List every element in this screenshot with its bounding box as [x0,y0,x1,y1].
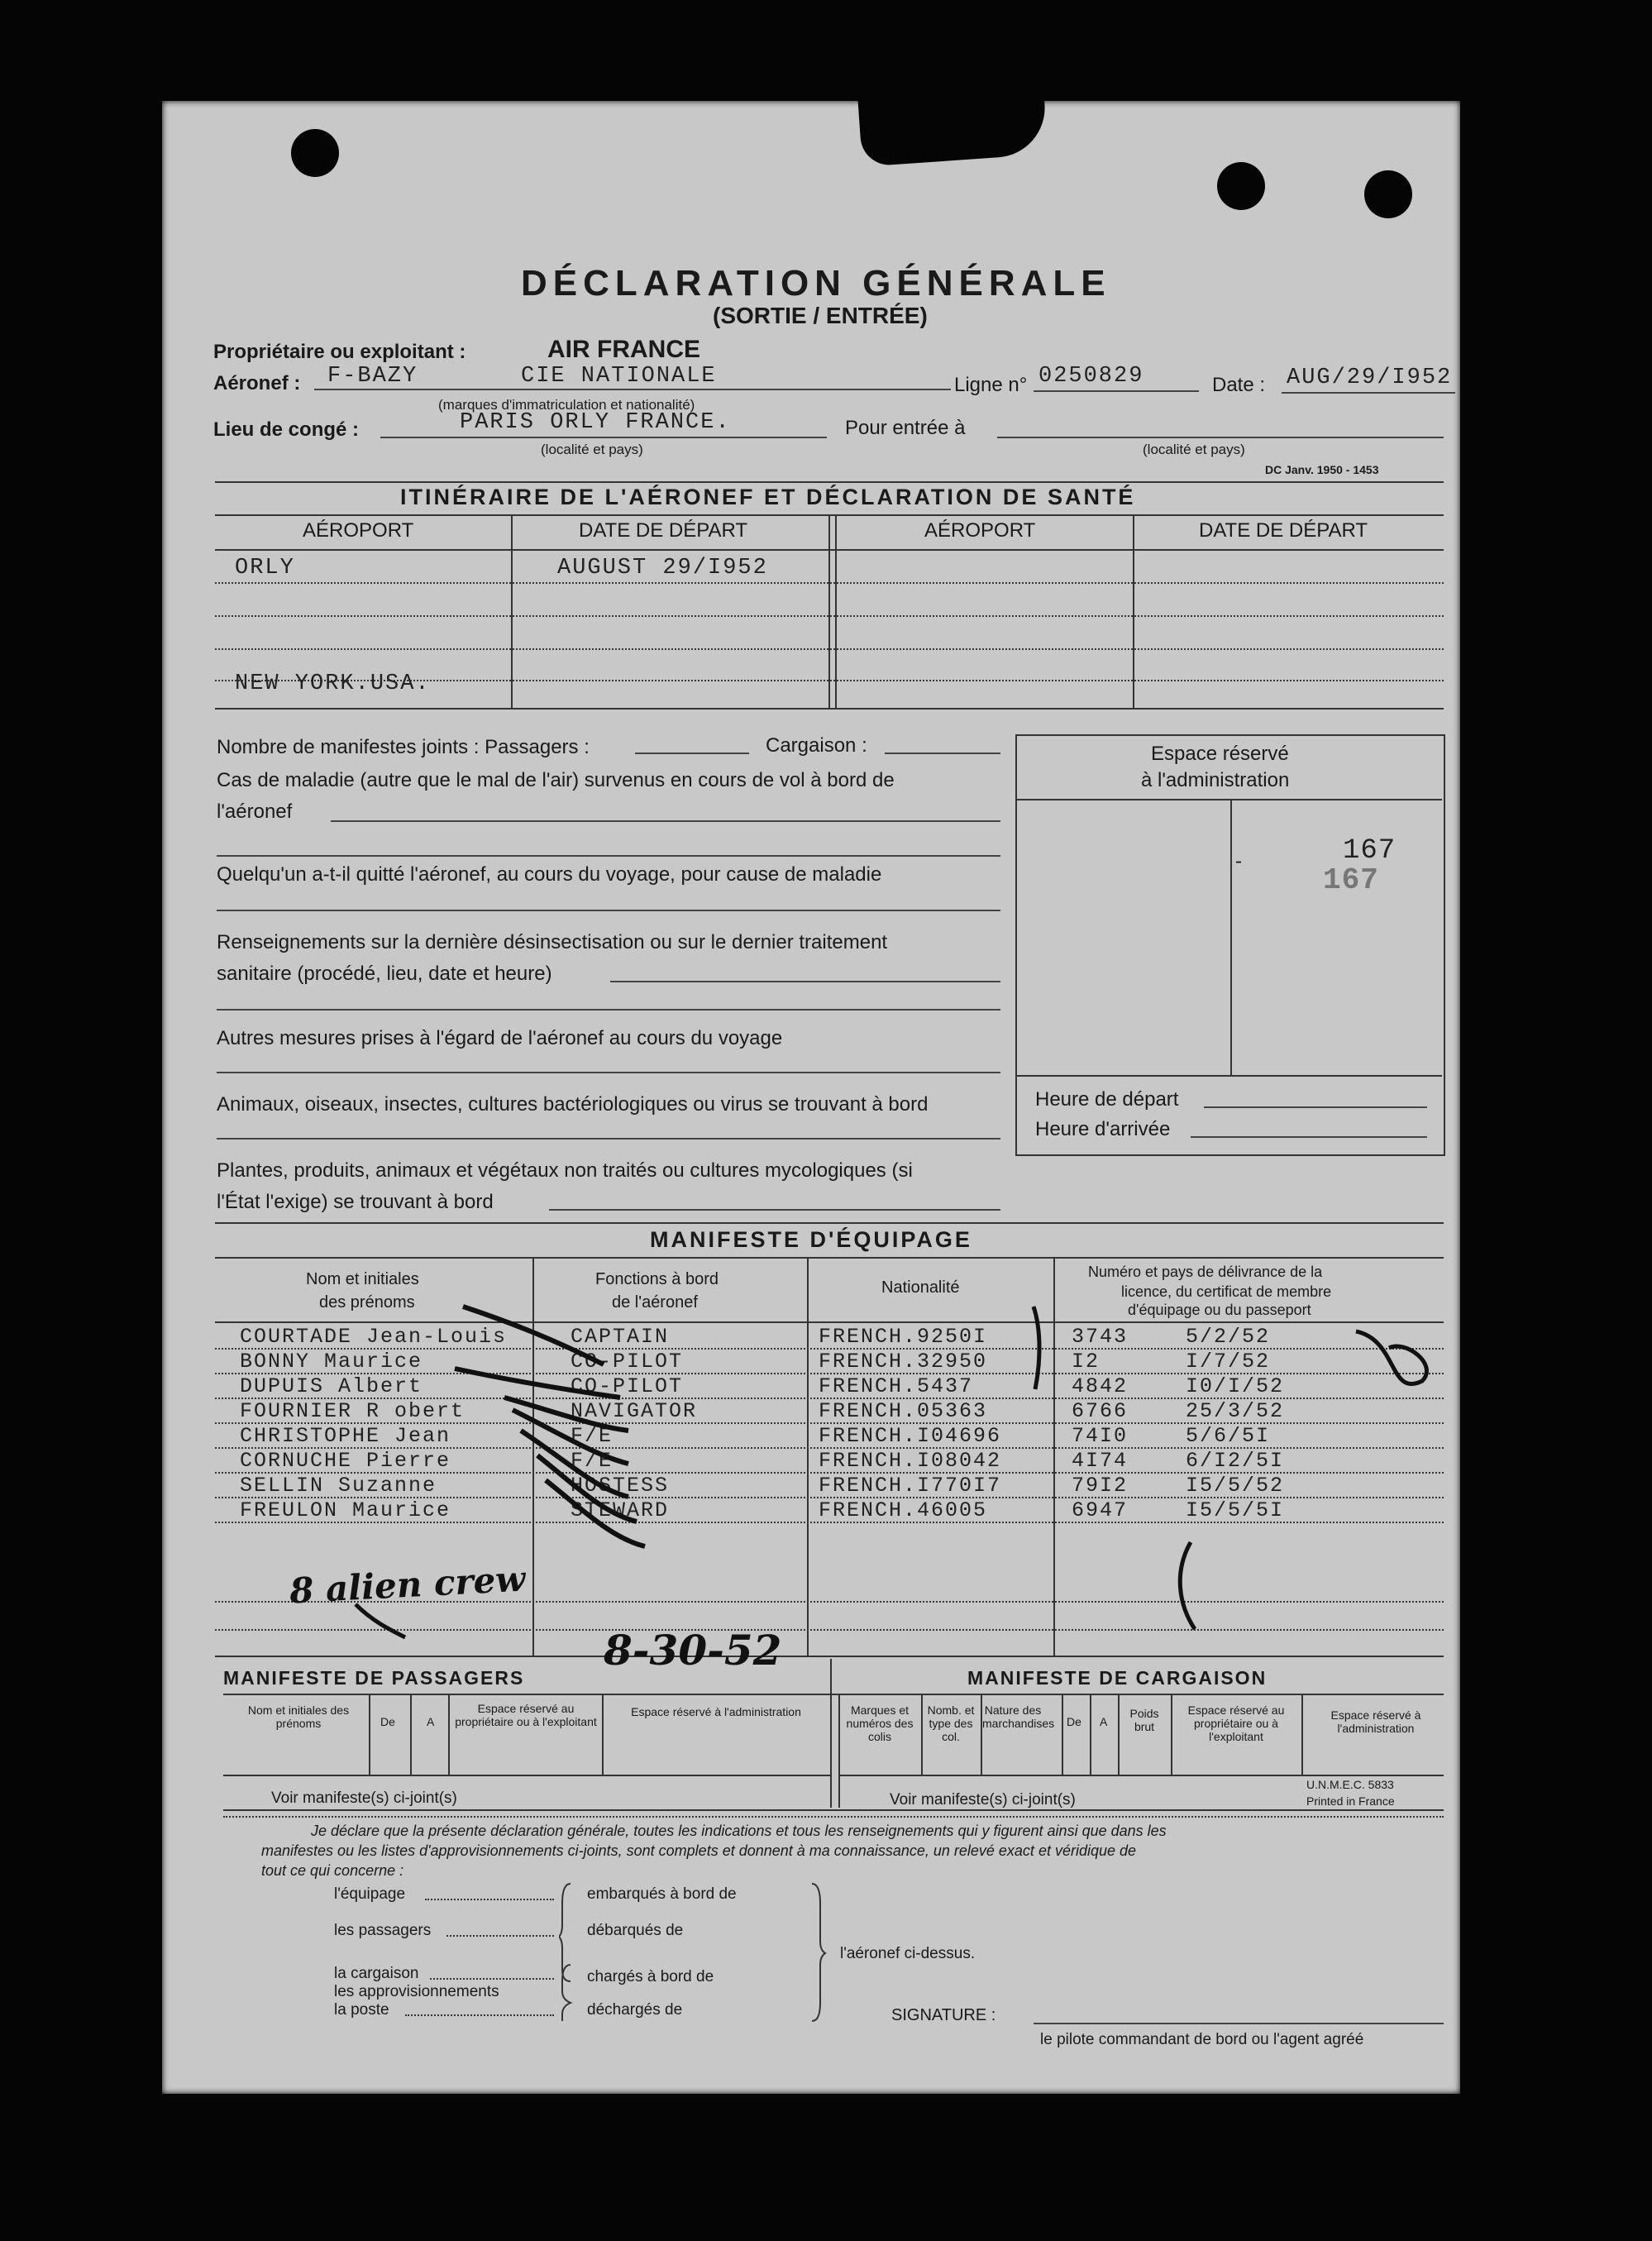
crew-licence-number: 79I2 [1072,1474,1129,1498]
departure-time-label: Heure de départ [1035,1088,1179,1111]
crew-function: CAPTAIN [571,1325,670,1349]
registration-note: (marques d'immatriculation et nationalité) [438,397,695,413]
date-value: AUG/29/I952 [1287,366,1453,390]
crew-licence-number: I2 [1072,1350,1101,1374]
passenger-see-attached: Voir manifeste(s) ci-joint(s) [271,1789,457,1807]
cargo-col-from: De [1067,1715,1081,1728]
passenger-col-from: De [380,1715,395,1728]
cargo-col-marks: Marques et numéros des colis [846,1703,914,1743]
crew-licence-number: 6947 [1072,1498,1129,1522]
declaration-braces [559,1879,848,2028]
crew-col-licence-3: d'équipage ou du passeport [1128,1302,1311,1318]
line-value: 0250829 [1038,364,1144,389]
crew-name: SELLIN Suzanne [240,1474,437,1498]
decl-aircraft-above: l'aéronef ci-dessus. [840,1945,976,1962]
line-label: Ligne n° [954,374,1028,396]
col-airport-2: AÉROPORT [924,519,1036,542]
decl-disembarked: débarqués de [587,1922,684,1939]
cargo-header: MANIFESTE DE CARGAISON [967,1667,1268,1689]
crew-name: FREULON Maurice [240,1498,451,1522]
crew-col-function-2: de l'aéronef [612,1293,698,1312]
crew-name: COURTADE Jean-Louis [240,1325,508,1349]
animals-label: Animaux, oiseaux, insectes, cultures bactériologiques ou virus se trouvant à bord [217,1093,929,1116]
punch-hole [1364,170,1412,218]
cargo-col-weight: Poids brut [1129,1707,1159,1733]
handwritten-date: 8-30-52 [604,1626,782,1675]
leave-value: PARIS ORLY FRANCE. [460,410,731,435]
passenger-col-admin: Espace réservé à l'administration [631,1705,801,1718]
passenger-header: MANIFESTE DE PASSAGERS [223,1667,525,1689]
crew-licence-date: I/7/52 [1186,1350,1271,1374]
cargo-col-count: Nomb. et type des col. [927,1703,975,1743]
admin-title-2: à l'administration [1141,769,1290,791]
crew-nationality: FRENCH.I04696 [819,1424,1002,1448]
crew-function: NAVIGATOR [571,1399,698,1423]
place-note: (localité et pays) [541,442,643,457]
crew-col-licence: Numéro et pays de délivrance de la [1088,1264,1323,1280]
page-title: DÉCLARATION GÉNÉRALE [521,263,1111,303]
crew-licence-date: 5/6/5I [1186,1424,1271,1448]
cargo-see-attached: Voir manifeste(s) ci-joint(s) [890,1791,1076,1809]
col-departure-date-2: DATE DE DÉPART [1199,519,1368,542]
owner-value: AIR FRANCE [547,336,700,363]
crew-licence-number: 6766 [1072,1399,1129,1423]
leave-label: Lieu de congé : [213,418,360,441]
crew-licence-number: 3743 [1072,1325,1129,1349]
decl-loaded: chargés à bord de [587,1968,714,1985]
crew-nationality: FRENCH.9250I [819,1325,988,1349]
crew-nationality: FRENCH.I770I7 [819,1474,1002,1498]
illness-label: Cas de maladie (autre que le mal de l'air) survenus en cours de vol à bord de [217,769,895,791]
crew-licence-date: I5/5/52 [1186,1474,1285,1498]
crew-nationality: FRENCH.5437 [819,1374,974,1398]
crew-nationality: FRENCH.05363 [819,1399,988,1423]
crew-col-function: Fonctions à bord [595,1270,719,1288]
crew-nationality: FRENCH.I08042 [819,1449,1002,1473]
other-measures-label: Autres mesures prises à l'égard de l'aéronef au cours du voyage [217,1027,783,1049]
declaration-text-3: tout ce qui concerne : [261,1862,404,1879]
signer-note: le pilote commandant de bord ou l'agent agréé [1040,2031,1364,2048]
declaration-text-1: Je déclare que la présente déclaration générale, toutes les indications et tous les renseignements qui y figurent ainsi que dans les [311,1823,1167,1839]
crew-col-nationality: Nationalité [881,1278,960,1297]
manifests-label: Nombre de manifestes joints : Passagers : [217,736,590,758]
entry-label: Pour entrée à [845,417,966,439]
illness-label-2: l'aéronef [217,800,293,823]
admin-dash: - [1235,850,1242,872]
crew-function: F/E [571,1424,614,1448]
plants-label-2: l'État l'exige) se trouvant à bord [217,1191,494,1213]
crew-name: CHRISTOPHE Jean [240,1424,451,1448]
airport-origin: ORLY [235,556,295,581]
printer-code: U.N.M.E.C. 5833 [1306,1778,1394,1791]
aircraft-company: CIE NATIONALE [521,364,717,389]
date-label: Date : [1212,374,1266,396]
crew-function: CO-PILOT [571,1374,684,1398]
signature-label: SIGNATURE : [891,2006,996,2024]
decl-cargo: la cargaison [334,1965,419,1982]
decl-supplies: les approvisionnements [334,1983,499,2000]
crew-function: F/E [571,1449,614,1473]
decl-mail: la poste [334,2001,389,2019]
aircraft-value: F-BAZY [327,364,418,389]
crew-licence-date: 5/2/52 [1186,1325,1271,1349]
crew-nationality: FRENCH.32950 [819,1350,988,1374]
crew-licence-number: 4842 [1072,1374,1129,1398]
printed-in: Printed in France [1306,1794,1395,1808]
crew-name: BONNY Maurice [240,1350,423,1374]
cargo-col-owner: Espace réservé au propriétaire ou à l'exploitant [1187,1703,1285,1743]
left-aircraft-label: Quelqu'un a-t-il quitté l'aéronef, au cours du voyage, pour cause de maladie [217,863,882,886]
crew-function: CO-PILOT [571,1350,684,1374]
crew-licence-date: 6/I2/5I [1186,1449,1285,1473]
departure-date-value: AUGUST 29/I952 [557,556,768,581]
crew-licence-date: I0/I/52 [1186,1374,1285,1398]
crew-nationality: FRENCH.46005 [819,1498,988,1522]
decl-passengers: les passagers [334,1922,432,1939]
aircraft-label: Aéronef : [213,372,301,394]
crew-licence-number: 74I0 [1072,1424,1129,1448]
punch-hole [1217,162,1265,210]
cargo-col-nature: Nature des marchandises [982,1703,1055,1730]
decl-embarked: embarqués à bord de [587,1885,737,1903]
admin-number-stamp: 167 [1323,863,1379,897]
crew-col-name: Nom et initiales [306,1270,419,1288]
crew-name: DUPUIS Albert [240,1374,423,1398]
disinsect-label: Renseignements sur la dernière désinsectisation ou sur le dernier traitement [217,931,888,953]
crew-licence-date: I5/5/5I [1186,1498,1285,1522]
passenger-col-owner: Espace réservé au propriétaire ou à l'exploitant [455,1702,597,1728]
col-airport: AÉROPORT [303,519,414,542]
passenger-col-to: A [427,1715,435,1728]
arrival-time-label: Heure d'arrivée [1035,1118,1171,1140]
itinerary-header: ITINÉRAIRE DE L'AÉRONEF ET DÉCLARATION DE SANTÉ [400,485,1136,509]
punch-hole [291,129,339,177]
cargo-col-admin: Espace réservé à l'administration [1330,1708,1421,1735]
declaration-text-2: manifestes ou les listes d'approvisionnements ci-joints, sont complets et donnent à ma connaissance, un relevé exact et véridique de [261,1842,1137,1859]
form-code: DC Janv. 1950 - 1453 [1265,463,1379,476]
airport-destination: NEW YORK.USA. [235,671,431,696]
crew-function: HOSTESS [571,1474,670,1498]
admin-number: 167 [1343,835,1397,867]
decl-unloaded: déchargés de [587,2001,683,2019]
decl-crew: l'équipage [334,1885,406,1903]
crew-licence-number: 4I74 [1072,1449,1129,1473]
plants-label: Plantes, produits, animaux et végétaux non traités ou cultures mycologiques (si [217,1159,913,1182]
page-subtitle: (SORTIE / ENTRÉE) [713,303,928,328]
owner-label: Propriétaire ou exploitant : [213,341,466,363]
handwritten-note: 8 alien crew [288,1558,527,1612]
col-departure-date: DATE DE DÉPART [579,519,748,542]
crew-function: STEWARD [571,1498,670,1522]
crew-licence-date: 25/3/52 [1186,1399,1285,1423]
cargo-count-label: Cargaison : [766,734,867,757]
disinsect-label-2: sanitaire (procédé, lieu, date et heure) [217,963,552,985]
pen-strokes [248,1290,1447,1679]
place-note-entry: (localité et pays) [1143,442,1245,457]
crew-name: CORNUCHE Pierre [240,1449,451,1473]
crew-name: FOURNIER R obert [240,1399,466,1423]
admin-title-1: Espace réservé [1151,743,1289,765]
passenger-col-name: Nom et initiales des prénoms [247,1703,350,1730]
crew-col-licence-2: licence, du certificat de membre [1121,1283,1332,1300]
crew-header: MANIFESTE D'ÉQUIPAGE [650,1227,972,1252]
cargo-col-to: A [1100,1715,1108,1728]
crew-col-name-2: des prénoms [319,1293,415,1312]
